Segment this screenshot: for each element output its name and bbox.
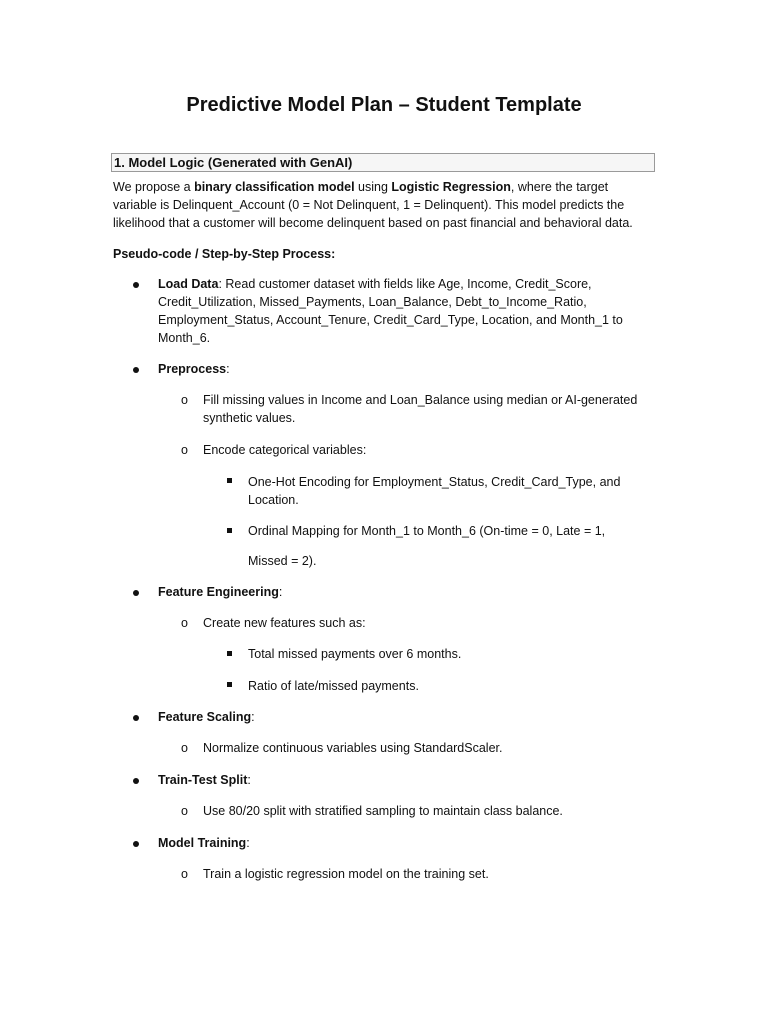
training-logistic: Train a logistic regression model on the training set. bbox=[203, 867, 489, 881]
feature-eng-total-missed: Total missed payments over 6 months. bbox=[248, 647, 462, 661]
bullet-icon bbox=[133, 778, 139, 784]
step-train-test-split: Train-Test Split: bbox=[158, 773, 251, 787]
sub-bullet-icon: o bbox=[181, 804, 188, 818]
intro-bold-binary-classification: binary classification model bbox=[194, 180, 355, 194]
feature-eng-create: Create new features such as: bbox=[203, 616, 366, 630]
pseudo-code-heading: Pseudo-code / Step-by-Step Process: bbox=[113, 247, 336, 261]
square-bullet-icon bbox=[227, 651, 232, 656]
sub-bullet-icon: o bbox=[181, 616, 188, 630]
bullet-icon bbox=[133, 841, 139, 847]
preprocess-fill-missing: Fill missing values in Income and Loan_Balance using median or AI-generated synthetic values. bbox=[203, 393, 638, 425]
section-heading-model-logic: 1. Model Logic (Generated with GenAI) bbox=[111, 153, 655, 172]
step-feature-engineering: Feature Engineering: bbox=[158, 585, 283, 599]
square-bullet-icon bbox=[227, 528, 232, 533]
preprocess-one-hot: One-Hot Encoding for Employment_Status, Credit_Card_Type, and Location. bbox=[248, 475, 621, 507]
intro-bold-logistic-regression: Logistic Regression bbox=[391, 180, 511, 194]
feature-eng-ratio: Ratio of late/missed payments. bbox=[248, 679, 419, 693]
sub-bullet-icon: o bbox=[181, 443, 188, 457]
step-preprocess: Preprocess: bbox=[158, 362, 230, 376]
sub-bullet-icon: o bbox=[181, 867, 188, 881]
step-model-training: Model Training: bbox=[158, 836, 250, 850]
preprocess-ordinal-line2: Missed = 2). bbox=[248, 554, 317, 568]
step-load-data: Load Data: Read customer dataset with fields like Age, Income, Credit_Score, Credit_Utilization, Missed_Payments, Loan_Balance, Debt_to_Income_Ratio, Employment_Status, Account_Tenure, Credit_Card_Type, Location, and Month_1 to Month_6. bbox=[158, 277, 623, 345]
bullet-icon bbox=[133, 715, 139, 721]
step-feature-scaling: Feature Scaling: bbox=[158, 710, 255, 724]
square-bullet-icon bbox=[227, 478, 232, 483]
split-stratified: Use 80/20 split with stratified sampling to maintain class balance. bbox=[203, 804, 563, 818]
square-bullet-icon bbox=[227, 682, 232, 687]
intro-paragraph: We propose a binary classification model using Logistic Regression, where the target variable is Delinquent_Account (0 = Not Delinquent, 1 = Delinquent). This model predicts the likelihood that a customer will become delinquent based on past financial and behavioral data. bbox=[113, 180, 633, 230]
scaling-normalize: Normalize continuous variables using StandardScaler. bbox=[203, 741, 503, 755]
preprocess-encode: Encode categorical variables: bbox=[203, 443, 367, 457]
document-title: Predictive Model Plan – Student Template bbox=[186, 94, 582, 116]
bullet-icon bbox=[133, 367, 139, 373]
sub-bullet-icon: o bbox=[181, 393, 188, 407]
bullet-icon bbox=[133, 282, 139, 288]
preprocess-ordinal-line1: Ordinal Mapping for Month_1 to Month_6 (On-time = 0, Late = 1, bbox=[248, 524, 606, 538]
sub-bullet-icon: o bbox=[181, 741, 188, 755]
bullet-icon bbox=[133, 590, 139, 596]
